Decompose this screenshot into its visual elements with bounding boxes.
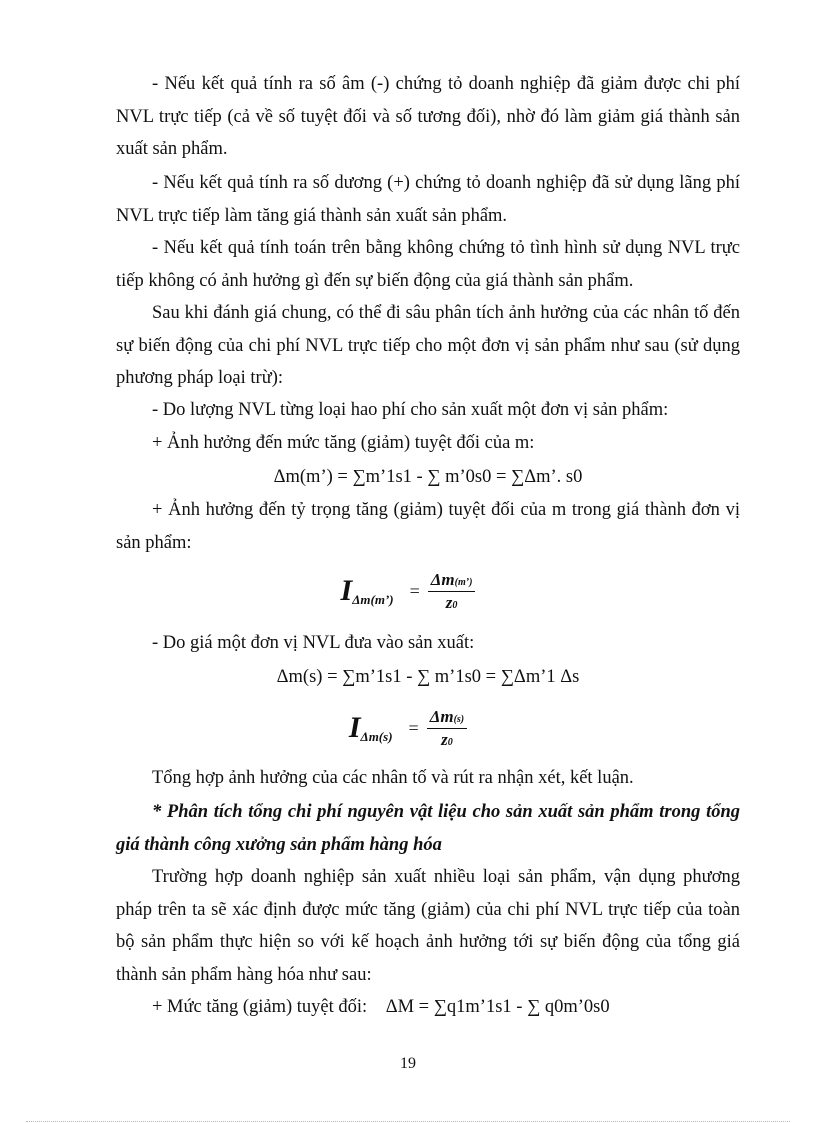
formula-lhs: I — [340, 574, 353, 607]
paragraph-factor-analysis: Sau khi đánh giá chung, có thể đi sâu phân tích ảnh hưởng của các nhân tố đến sự biến động của chi phí NVL trực tiếp cho một đơn vị sản phẩm như sau (sử dụng phương pháp loại trừ): — [116, 303, 740, 388]
paragraph-negative-result: - Nếu kết quả tính ra số âm (-) chứng tỏ doanh nghiệp đã giảm được chi phí NVL trực tiếp (cả về số tuyệt đối và số tương đối), nhờ đó làm giảm giá thành sản xuất sản phẩm. — [116, 74, 740, 159]
fraction-denominator: z0 — [445, 592, 458, 612]
paragraph-absolute-effect: + Ảnh hưởng đến mức tăng (giảm) tuyệt đối của m: — [152, 433, 535, 453]
formula-text: Δm(s) = ∑m’1s1 - ∑ m’1s0 = ∑Δm’1 Δs — [276, 667, 580, 687]
label: + Mức tăng (giảm) tuyệt đối: — [152, 997, 368, 1017]
paragraph-price-factor: - Do giá một đơn vị NVL đưa vào sản xuất: — [152, 633, 475, 653]
page-number: 19 — [400, 1055, 416, 1072]
formula-lhs-sub: Δm(m’) — [352, 592, 394, 607]
paragraph-positive-result: - Nếu kết quả tính ra số dương (+) chứng tỏ doanh nghiệp đã sử dụng lãng phí NVL trực tiếp làm tăng giá thành sản xuất sản phẩm. — [116, 173, 740, 226]
paragraph-quantity-factor: - Do lượng NVL từng loại hao phí cho sản xuất một đơn vị sản phẩm: — [152, 400, 669, 420]
formula-index-price — [0, 699, 816, 757]
equals-sign: = — [408, 717, 419, 738]
paragraph-ratio-effect: + Ảnh hưởng đến tỷ trọng tăng (giảm) tuyệt đối của m trong giá thành đơn vị sản phẩm: — [116, 500, 740, 553]
footer-divider — [26, 1121, 790, 1122]
paragraph-zero-result: - Nếu kết quả tính toán trên bằng không chứng tỏ tình hình sử dụng NVL trực tiếp không có ảnh hưởng gì đến sự biến động của giá thành sản phẩm. — [116, 238, 740, 291]
fraction-numerator: Δm(s) — [427, 707, 467, 729]
formula-lhs-sub: Δm(s) — [360, 729, 393, 744]
fraction — [427, 707, 467, 750]
section-heading: * Phân tích tổng chi phí nguyên vật liệu cho sản xuất sản phẩm trong tổng giá thành công xưởng sản phẩm hàng hóa — [116, 802, 740, 855]
formula-text: ΔM = ∑q1m’1s1 - ∑ q0m’0s0 — [385, 997, 610, 1017]
formula-delta-m-price — [116, 661, 740, 694]
fraction — [428, 570, 476, 613]
formula-delta-m-quantity — [116, 461, 740, 494]
paragraph-summary: Tổng hợp ảnh hưởng của các nhân tố và rút ra nhận xét, kết luận. — [152, 768, 634, 788]
paragraph-total-absolute — [116, 991, 740, 1024]
formula-index-quantity — [0, 562, 816, 620]
formula-text: Δm(m’) = ∑m’1s1 - ∑ m’0s0 = ∑Δm’. s0 — [273, 467, 583, 487]
fraction-denominator: z0 — [441, 729, 453, 749]
paragraph-multi-product: Trường hợp doanh nghiệp sản xuất nhiều loại sản phẩm, vận dụng phương pháp trên ta sẽ xác định được mức tăng (giảm) của chi phí NVL trực tiếp của toàn bộ sản phẩm thực hiện so với kế hoạch ảnh hưởng tới sự biến động của tổng giá thành sản phẩm hàng hóa như sau: — [116, 867, 740, 985]
formula-lhs: I — [348, 711, 361, 744]
equals-sign: = — [409, 580, 420, 601]
fraction-numerator: Δm(m’) — [428, 570, 476, 592]
